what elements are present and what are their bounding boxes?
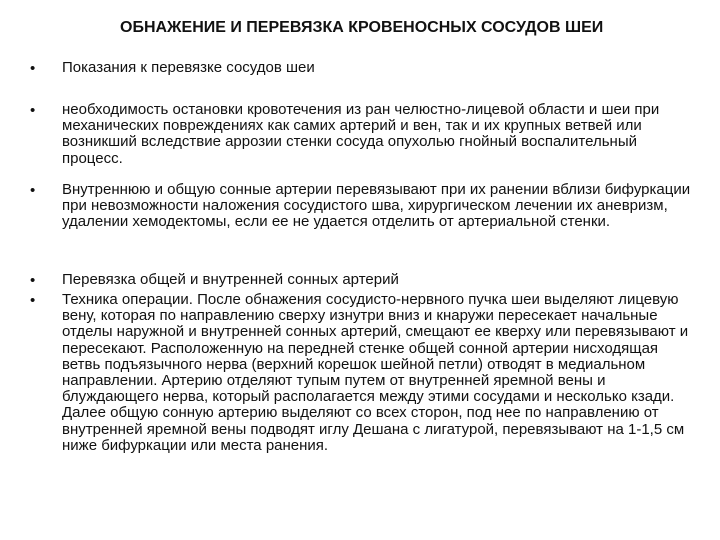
- list-item-text: необходимость остановки кровотечения из ран челюстно-лицевой области и шеи при механических повреждениях как самих артерий и вен, так и их крупных ветвей или возникший вследствие аррозии стенки сосуда опухолью гнойный воспалительный процесс.: [62, 101, 660, 167]
- list-item-text: Внутреннюю и общую сонные артерии перевязывают при их ранении вблизи бифуркации при невозможности наложения сосудистого шва, хирургическом лечении их аневризм, удалении хемодектомы, если ее не удается отделить от артериальной стенки.: [62, 181, 691, 231]
- bullet-marker: •: [30, 102, 36, 119]
- list-item-text: Техника операции. После обнажения сосудисто-нервного пучка шеи выделяют лицевую вену, которая по направлению сверху изнутри вниз и кнаружи пересекает начальные отделы наружной и внутренней сонных артерий, смещают ее кверху или перевязывают и пересекают. Расположенную на передней стенке общей сонной артерии нисходящая ветвь подъязычного нерва (верхний корешок шейной петли) отводят в медиальном направлении. Артерию отделяют тупым путем от внутренней яремной вены и блуждающего нерва, который располагается между этими сосудами и несколько кзади. Далее общую сонную артерию выделяют со всех сторон, под нее по направлению от внутренней яремной вены подводят иглу Дешана с лигатурой, перевязывают на 1-1,5 см ниже бифуркации или места ранения.: [62, 291, 689, 454]
- bullet-marker: •: [30, 60, 36, 77]
- bullet-marker: •: [30, 182, 36, 199]
- list-item-text: Перевязка общей и внутренней сонных артерий: [62, 271, 399, 288]
- bullet-marker: •: [30, 292, 36, 309]
- list-item-text: Показания к перевязке сосудов шеи: [62, 59, 315, 76]
- slide-title: ОБНАЖЕНИЕ И ПЕРЕВЯЗКА КРОВЕНОСНЫХ СОСУДОВ ШЕИ: [120, 19, 604, 36]
- bullet-marker: •: [30, 272, 36, 289]
